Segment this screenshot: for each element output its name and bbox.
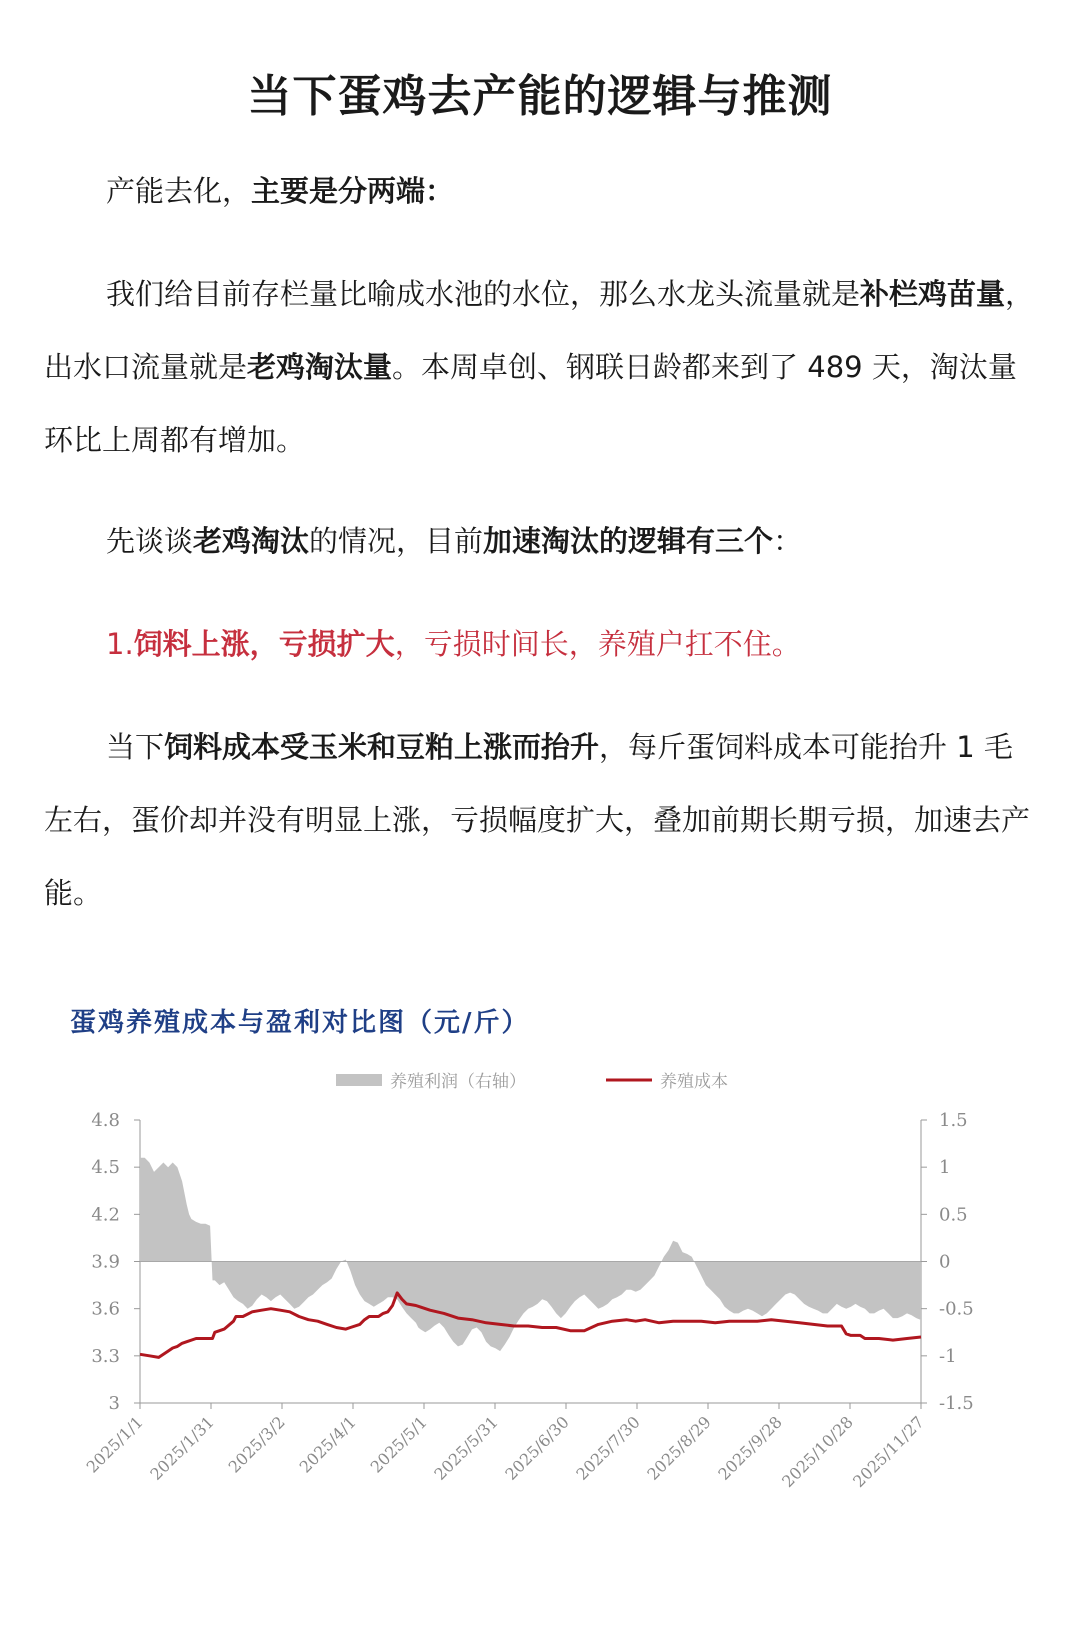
x-tick-label: 2025/8/29	[643, 1412, 715, 1484]
p3-text-a: 先谈谈	[106, 524, 194, 558]
profit-cost-chart	[0, 1040, 1080, 1640]
paragraph-2	[44, 258, 1040, 477]
p2-text-bold-2: 老鸡淘汰量	[247, 350, 393, 384]
x-tick-label: 2025/5/31	[430, 1412, 502, 1484]
x-tick-label: 2025/1/1	[82, 1412, 147, 1477]
p2-text-c: ，出水口流量就是	[44, 277, 1035, 384]
p4-text-num: 1.	[106, 627, 134, 661]
left-tick-label: 3.6	[91, 1298, 120, 1320]
p2-text-a: 我们给目前存栏量比喻成水池的水位，那么水龙头流量就是	[106, 277, 861, 311]
p4-text-bold: 饲料上涨，亏损扩大	[133, 627, 395, 661]
x-tick-label: 2025/5/1	[366, 1412, 431, 1477]
x-tick-label: 2025/1/31	[146, 1412, 218, 1484]
x-tick-label: 2025/3/2	[224, 1412, 289, 1477]
p3-text-bold-2: 加速淘汰的逻辑有三个	[483, 524, 774, 558]
right-tick-label: 1.5	[939, 1110, 968, 1131]
x-tick-label: 2025/11/27	[849, 1412, 928, 1492]
p5-text-c: ，每斤蛋饲料成本可能抬升 1 毛左右，蛋价却并没有明显上涨，亏损幅度扩大，叠加前期长期亏损，加速去产能。	[44, 730, 1031, 910]
legend-label-profit: 养殖利润（右轴）	[390, 1072, 526, 1092]
legend-label-cost: 养殖成本	[660, 1072, 728, 1092]
left-tick-label: 4.8	[91, 1110, 120, 1131]
x-tick-label: 2025/7/30	[572, 1412, 644, 1484]
paragraph-3	[44, 505, 1040, 578]
left-tick-label: 4.5	[91, 1157, 120, 1179]
x-tick-label: 2025/4/1	[295, 1412, 360, 1477]
p5-text-bold: 饲料成本受玉米和豆粕上涨而抬升	[164, 730, 600, 764]
p1-text-a: 产能去化，	[106, 174, 252, 208]
p2-text-e: 。本周卓创、钢联日龄都来到了 489 天，淘汰量环比上周都有增加。	[44, 350, 1017, 457]
right-tick-label: 0	[939, 1251, 951, 1273]
left-tick-label: 4.2	[91, 1204, 120, 1226]
right-tick-label: -1.5	[939, 1393, 974, 1414]
left-tick-label: 3.9	[91, 1251, 120, 1273]
paragraph-5	[44, 711, 1040, 930]
p1-text-bold: 主要是分两端	[251, 174, 426, 208]
p3-text-bold-1: 老鸡淘汰	[193, 524, 310, 558]
article-title: 当下蛋鸡去产能的逻辑与推测	[247, 71, 833, 122]
x-tick-label: 2025/6/30	[501, 1412, 573, 1484]
right-tick-label: 0.5	[939, 1204, 968, 1226]
p5-text-a: 当下	[106, 730, 165, 764]
paragraph-1	[44, 155, 1040, 228]
p1-text-colon: ：	[425, 174, 455, 208]
p3-text-e: ：	[773, 524, 803, 558]
x-tick-label: 2025/10/28	[778, 1412, 857, 1492]
paragraph-4-highlight	[44, 608, 1040, 681]
p3-text-c: 的情况，目前	[309, 524, 484, 558]
p4-text-c: ，亏损时间长，养殖户扛不住。	[394, 627, 801, 661]
right-tick-label: 1	[939, 1157, 951, 1179]
right-tick-label: -1	[939, 1345, 957, 1367]
left-tick-label: 3	[108, 1393, 120, 1414]
right-tick-label: -0.5	[939, 1298, 974, 1320]
p2-text-bold-1: 补栏鸡苗量	[860, 277, 1006, 311]
legend-swatch-profit	[336, 1074, 382, 1086]
chart-legend	[336, 1072, 728, 1092]
chart-title: 蛋鸡养殖成本与盈利对比图（元/斤）	[70, 1008, 530, 1038]
left-tick-label: 3.3	[91, 1345, 120, 1367]
x-tick-label: 2025/9/28	[714, 1412, 786, 1484]
